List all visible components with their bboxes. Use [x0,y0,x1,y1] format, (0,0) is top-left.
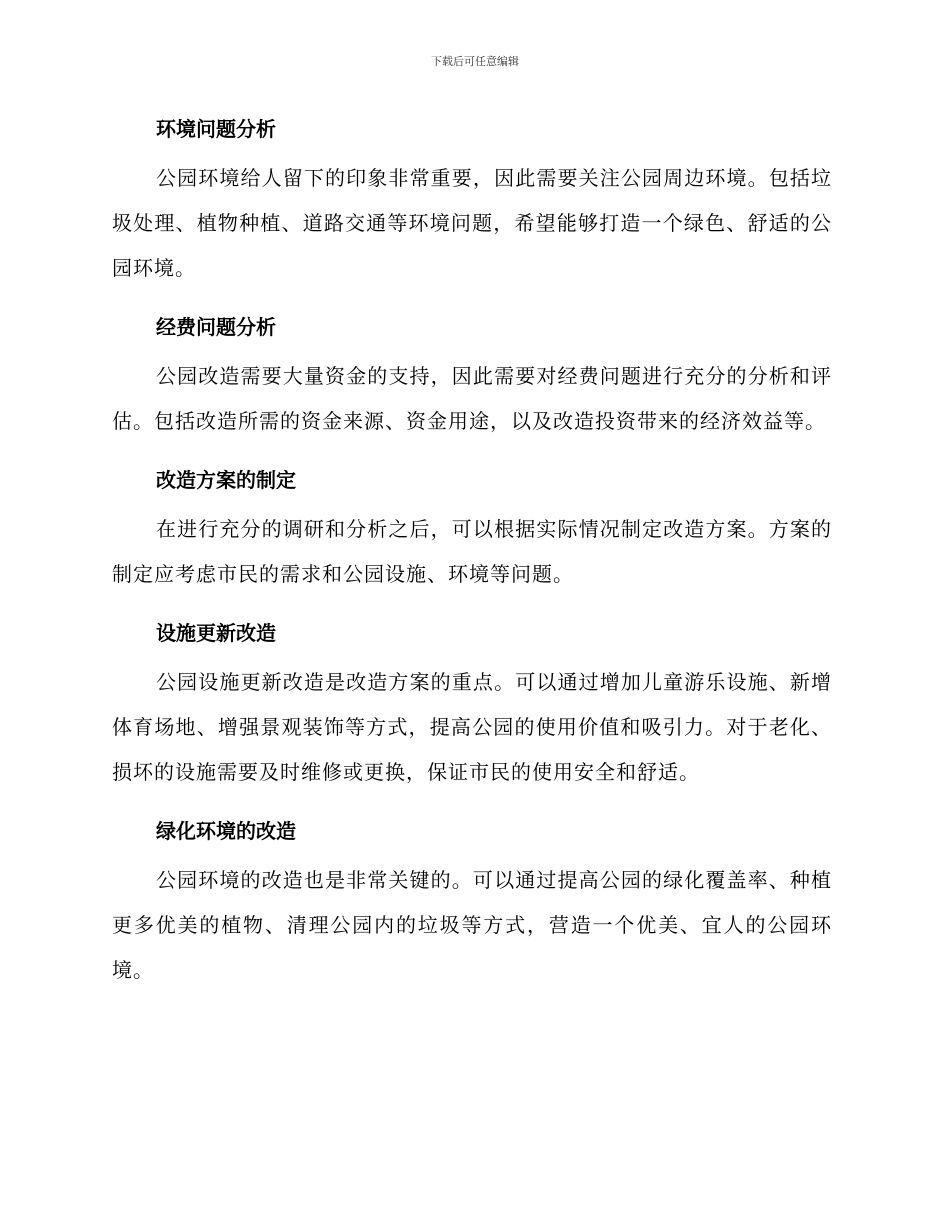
section-heading: 改造方案的制定 [156,468,296,492]
section-paragraph: 公园改造需要大量资金的支持，因此需要对经费问题进行充分的分析和评估。包括改造所需的资金来源、资金用途，以及改造投资带来的经济效益等。 [112,364,832,433]
section-greening-renovation [112,812,832,993]
section-heading: 绿化环境的改造 [156,819,296,843]
section-paragraph: 公园环境的改造也是非常关键的。可以通过提高公园的绿化覆盖率、种植更多优美的植物、清理公园内的垃圾等方式，营造一个优美、宜人的公园环境。 [112,868,832,982]
section-heading: 设施更新改造 [156,621,276,645]
section-paragraph: 公园环境给人留下的印象非常重要，因此需要关注公园周边环境。包括垃圾处理、植物种植、道路交通等环境问题，希望能够打造一个绿色、舒适的公园环境。 [112,166,832,280]
section-budget-analysis [112,308,832,444]
section-facility-renewal [112,614,832,795]
document-body [112,110,832,1010]
section-plan-formulation [112,461,832,597]
section-environment-analysis [112,110,832,291]
section-paragraph: 公园设施更新改造是改造方案的重点。可以通过增加儿童游乐设施、新增体育场地、增强景观装饰等方式，提高公园的使用价值和吸引力。对于老化、损坏的设施需要及时维修或更换，保证市民的使用安全和舒适。 [112,670,832,784]
page-header: 下载后可任意编辑 [431,55,519,68]
section-paragraph: 在进行充分的调研和分析之后，可以根据实际情况制定改造方案。方案的制定应考虑市民的需求和公园设施、环境等问题。 [112,517,832,586]
section-heading: 环境问题分析 [156,117,276,141]
section-heading: 经费问题分析 [156,315,276,339]
